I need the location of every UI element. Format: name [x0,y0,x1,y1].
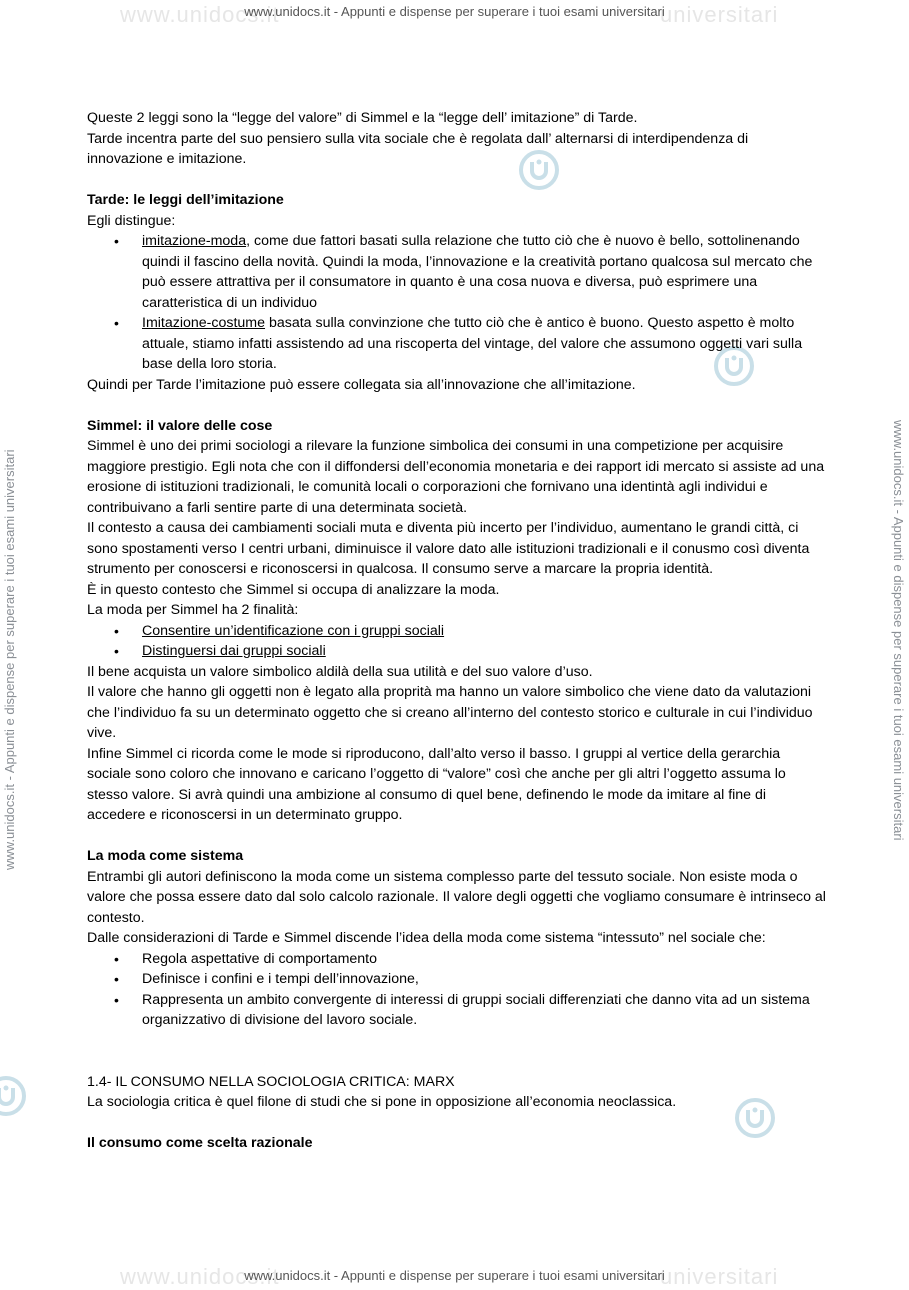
section-heading-razionale: Il consumo come scelta razionale [87,1135,313,1151]
term-imitazione-costume: Imitazione-costume [142,315,266,331]
watermark-side-left: www.unidocs.it - Appunti e dispense per superare i tuoi esami universitari [2,449,17,870]
watermark-header: www.unidocs.it - Appunti e dispense per superare i tuoi esami universitari [244,4,665,19]
list-item-text: Distinguersi dai gruppi sociali [142,643,326,659]
paragraph-tarde-conclusion: Quindi per Tarde l’imitazione può essere collegata sia all’innovazione che all’imitazione. [87,376,636,393]
section-heading-tarde: Tarde: le leggi dell’imitazione [87,192,284,208]
watermark-faint-bottom: www.unidocs.it [120,1264,280,1289]
simmel-list [87,621,827,662]
paragraph-sistema-2: Dalle considerazioni di Tarde e Simmel discende l’idea della moda come sistema “intessuto” nel sociale che: [87,930,766,946]
paragraph-simmel-3: È in questo contesto che Simmel si occupa di analizzare la moda. [87,581,500,598]
section-heading-marx: 1.4- IL CONSUMO NELLA SOCIOLOGIA CRITICA: MARX [87,1073,455,1090]
list-item [87,949,827,970]
sistema-list [87,949,827,1031]
list-item-text: basata sulla convinzione che tutto ciò che è antico è buono. Questo aspetto è molto attuale, stiamo infatti assistendo ad una riscoperta del vintage, del valore che assumono oggetti vari sulla base della loro storia. [142,315,803,372]
paragraph-tarde-distinction: Egli distingue: [87,212,176,229]
list-item [87,969,827,990]
paragraph-simmel-5: Il bene acquista un valore simbolico aldilà della sua utilità e del suo valore d’uso. [87,663,593,680]
list-item [87,313,827,375]
unidocs-logo-icon [0,1074,28,1118]
watermark-side-right: www.unidocs.it - Appunti e dispense per superare i tuoi esami universitari [891,420,906,841]
paragraph-sistema-1: Entrambi gli autori definiscono la moda come un sistema complesso parte del tessuto sociale. Non esiste moda o valore che possa essere dato dal solo calcolo razionale. Il valore degli oggetti che vogliamo consumare è intrinseco al contesto. [87,868,826,926]
paragraph-simmel-6: Il valore che hanno gli oggetti non è legato alla proprità ma hanno un valore simbolico che viene dato da valutazioni che l’individuo fa su un determinato oggetto che si creano all’interno del contesto storico e culturale in cui l’individuo vive. [87,684,813,741]
paragraph-tarde-intro: Tarde incentra parte del suo pensiero sulla vita sociale che è regolata dall’ alternarsi di interdipendenza di innovazione e imitazione. [87,130,749,167]
watermark-footer: www.unidocs.it - Appunti e dispense per superare i tuoi esami universitari [244,1268,665,1283]
document-body [87,108,827,1154]
list-item [87,621,827,642]
term-imitazione-moda: imitazione-moda [142,233,247,249]
watermark-faint-top-right: universitari [660,2,779,27]
watermark-faint-bottom-right: universitari [660,1264,779,1289]
paragraph-marx-1: La sociologia critica è quel filone di studi che si pone in opposizione all’economia neoclassica. [87,1094,677,1110]
list-item-text: Definisce i confini e i tempi dell’innovazione, [142,971,419,987]
paragraph-simmel-1: Simmel è uno dei primi sociologi a rilevare la funzione simbolica dei consumi in una competizione per acquisire maggiore prestigio. Egli nota che con il diffondersi dell’economia monetaria e dei rapport idi mercato si assiste ad una erosione di istituzioni tradizionali, le comunità locali o corporazioni che fornivano una identintà agli individui e contribuivano a farli sentire parte di una determinata società. [87,438,825,516]
paragraph-intro: Queste 2 leggi sono la “legge del valore” di Simmel e la “legge dell’ imitazione” di Tarde. [87,110,638,126]
list-item-text: Rappresenta un ambito convergente di interessi di gruppi sociali differenziati che danno vita ad un sistema organizzativo di divisione del lavoro sociale. [142,991,810,1028]
paragraph-simmel-4: La moda per Simmel ha 2 finalità: [87,602,299,618]
section-heading-simmel: Simmel: il valore delle cose [87,417,273,434]
paragraph-simmel-2: Il contesto a causa dei cambiamenti sociali muta e diventa più incerto per l’individuo, aumentano le grandi città, ci sono spostamenti verso I centri urbani, diminuisce il valore dato alle istituzioni tradizionali e il conusmo così diventa strumento per conoscersi e riconoscersi in qualcosa. Il consumo serve a marcare la propria identità. [87,520,810,577]
list-item-text: Consentire un’identificazione con i gruppi sociali [142,622,445,639]
list-item-text: , come due fattori basati sulla relazione che tutto ciò che è nuovo è bello, sottolinenando quindi il fascino della novità. Quindi la moda, l’innovazione e la creatività portano qualcosa sul mercato che può essere attrattiva per il consumatore in quanto è una cosa nuova e diversa, può esprimere una caratteristica di un individuo [142,233,813,311]
tarde-list [87,231,827,375]
list-item [87,231,827,313]
section-heading-sistema: La moda come sistema [87,848,244,864]
list-item [87,641,827,662]
watermark-faint-top: www.unidocs.it [120,2,280,27]
list-item-text: Regola aspettative di comportamento [142,950,378,967]
paragraph-simmel-7: Infine Simmel ci ricorda come le mode si riproducono, dall’alto verso il basso. I gruppi al vertice della gerarchia sociale sono coloro che innovano e caricano l’oggetto di “valore” così che anche per gli altri l’oggetto assuma lo stesso valore. Si avrà quindi una ambizione al consumo di quel bene, definendo le mode da imitare al fine di accedere e riconoscersi in un determinato gruppo. [87,745,786,823]
list-item [87,990,827,1031]
